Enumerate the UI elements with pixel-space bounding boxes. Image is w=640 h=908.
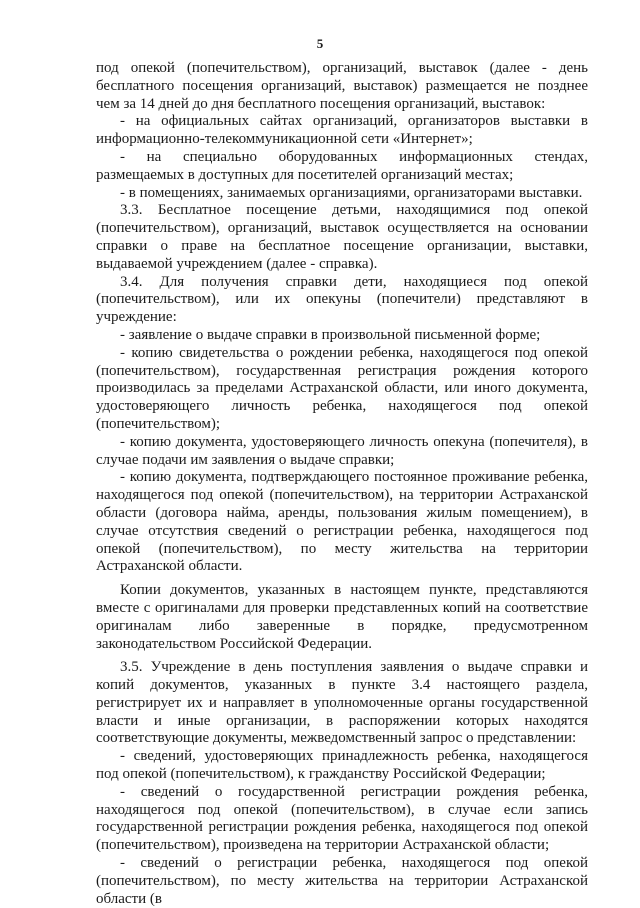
paragraph: - сведений о регистрации ребенка, находящегося под опекой (попечительством), по месту жительства на территории Астраханской области (в: [96, 855, 588, 907]
paragraph: - сведений о государственной регистрации рождения ребенка, находящегося под опекой (попечительством), в случае если запись государственной регистрации рождения ребенка, находящегося под опекой (попечительством), произведена на территории Астраханской области;: [96, 783, 588, 854]
paragraph: - копию документа, удостоверяющего личность опекуна (попечителя), в случае подачи им заявления о выдаче справки;: [96, 433, 588, 468]
document-body: [96, 60, 588, 908]
paragraph: - на специально оборудованных информационных стендах, размещаемых в доступных для посетителей организаций местах;: [96, 148, 588, 183]
paragraph: - сведений, удостоверяющих принадлежность ребенка, находящегося под опекой (попечительством), к гражданству Российской Федерации;: [96, 748, 588, 783]
paragraph: 3.3. Бесплатное посещение детьми, находящимися под опекой (попечительством), организаций, выставок осуществляется на основании справки о праве на бесплатное посещение организации, выставки, выдаваемой учреждением (далее - справка).: [96, 202, 588, 272]
page-number: 5: [316, 36, 324, 51]
paragraph: 3.4. Для получения справки дети, находящиеся под опекой (попечительством), или их опекуны (попечители) представляют в учреждение:: [96, 273, 588, 326]
paragraph: - в помещениях, занимаемых организациями, организаторами выставки.: [120, 184, 583, 201]
paragraph: - копию свидетельства о рождении ребенка, находящегося под опекой (попечительством), государственная регистрация рождения которого производилась за пределами Астраханской области, или иного документа, удостоверяющего личность ребенка, находящегося под опекой (попечительством);: [96, 344, 588, 432]
paragraph: - на официальных сайтах организаций, организаторов выставки в информационно-телекоммуникационной сети «Интернет»;: [96, 113, 588, 148]
paragraph: - копию документа, подтверждающего постоянное проживание ребенка, находящегося под опекой (попечительством), на территории Астраханской области (договора найма, аренды, пользования жилым помещением), в случае отсутствия сведений о регистрации ребенка, находящегося под опекой (попечительством), по месту жительства на территории Астраханской области.: [96, 469, 588, 575]
paragraph: - заявление о выдаче справки в произвольной письменной форме;: [120, 326, 541, 343]
paragraph: 3.5. Учреждение в день поступления заявления о выдаче справки и копий документов, указанных в пункте 3.4 настоящего раздела, регистрирует их и направляет в уполномоченные органы государственной власти и иные организации, в распоряжении которых находятся соответствующие документы, межведомственный запрос о представлении:: [96, 659, 588, 747]
paragraph: Копии документов, указанных в настоящем пункте, представляются вместе с оригиналами для проверки представленных копий на соответствие оригиналам либо заверенные в порядке, предусмотренном законодательством Российской Федерации.: [96, 582, 588, 652]
paragraph: под опекой (попечительством), организаций, выставок (далее - день бесплатного посещения организаций, выставок) размещается не позднее чем за 14 дней до дня бесплатного посещения организаций, выставок:: [96, 60, 588, 112]
